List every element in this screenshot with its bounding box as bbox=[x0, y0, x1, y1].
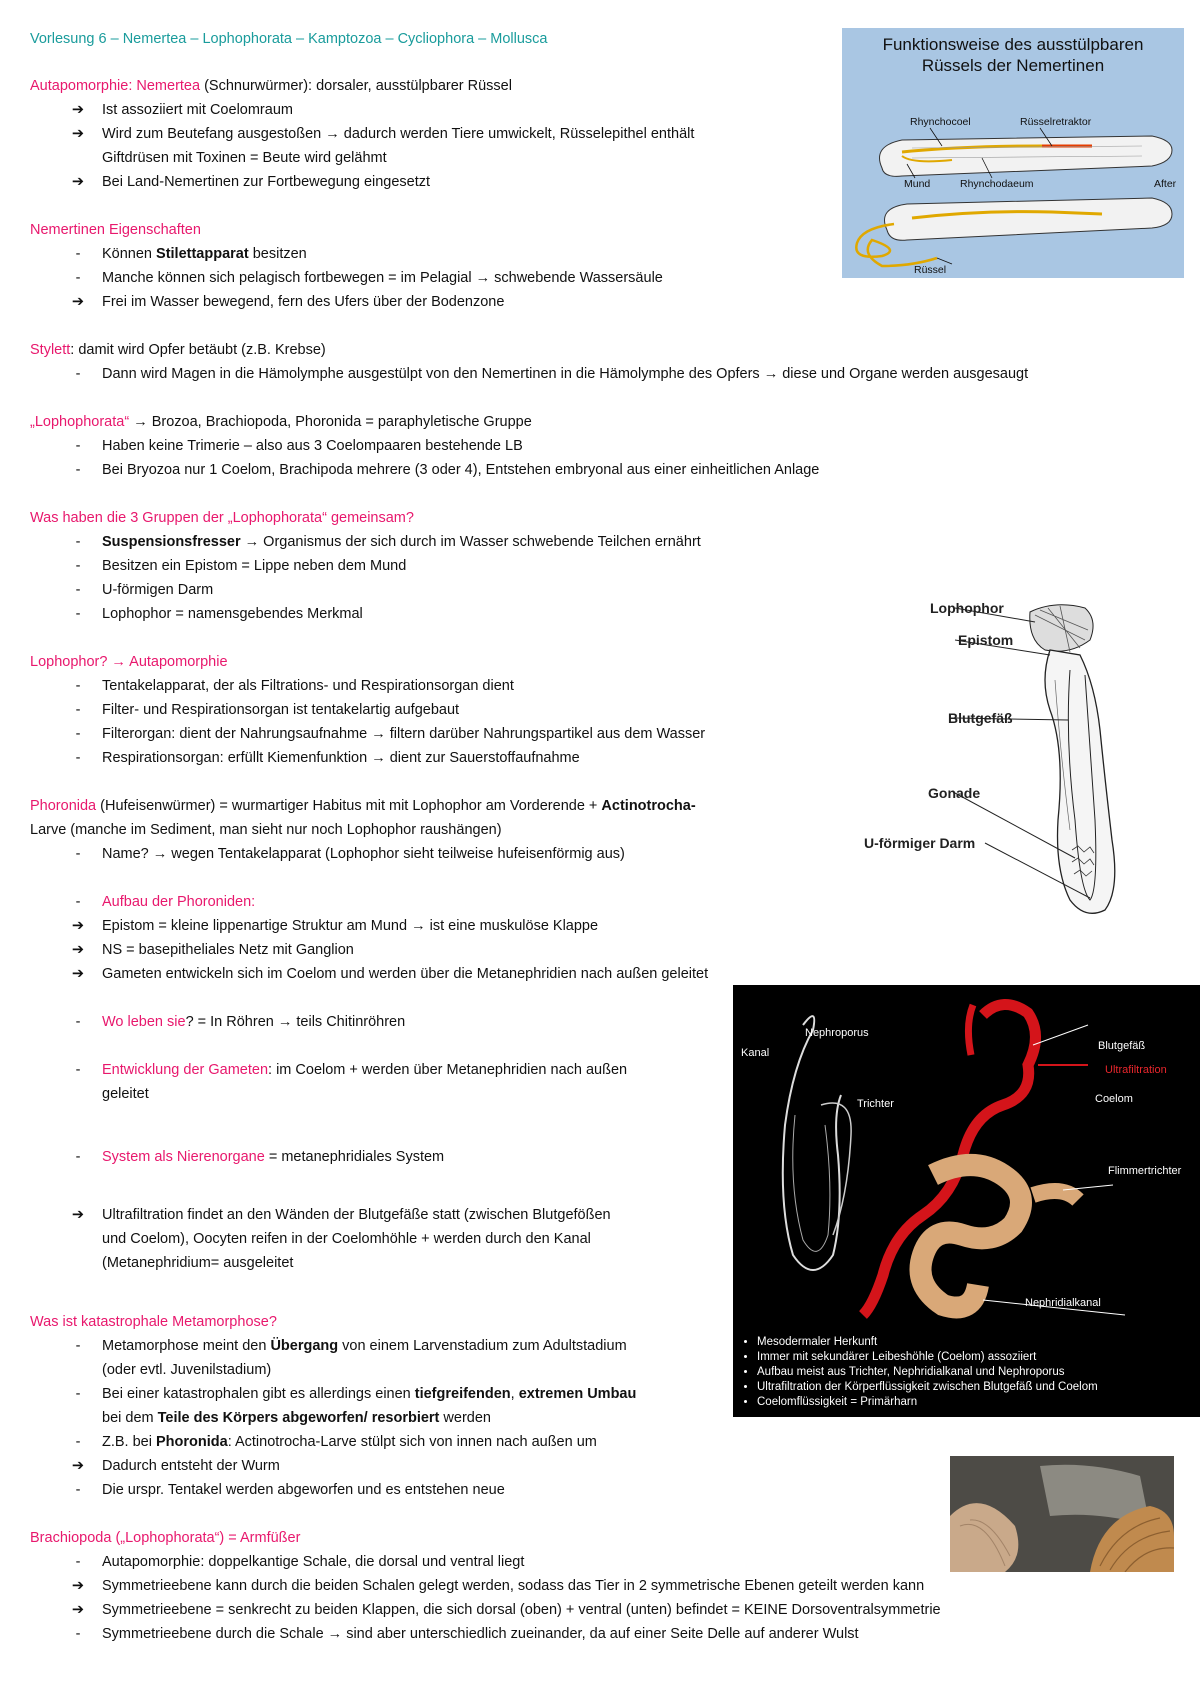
bullet-text: Epistom = kleine lippenartige Struktur am Mund → ist eine muskulöse Klappe bbox=[102, 918, 599, 934]
bullet-text-continued: (Metanephridium= ausgeleitet bbox=[102, 1255, 294, 1271]
bold-run: tiefgreifenden bbox=[414, 1386, 511, 1402]
dash-bullet-icon: - bbox=[75, 1386, 81, 1402]
bullet-text: Frei im Wasser bewegend, fern des Ufers über der Bodenzone bbox=[102, 294, 505, 310]
dash-bullet-icon: - bbox=[75, 606, 81, 622]
metanephridium-notes-list bbox=[743, 1335, 1098, 1410]
label-lophophor: Lophophor bbox=[930, 600, 1004, 616]
dash-bullet-icon: - bbox=[75, 1434, 81, 1450]
label-after: After bbox=[1154, 178, 1177, 190]
phoronid-anatomy-figure bbox=[864, 600, 1140, 930]
section-title: Autapomorphie: Nemertea bbox=[30, 78, 201, 94]
bullet-text: Bei Bryozoa nur 1 Coelom, Brachipoda mehrere (3 oder 4), Entstehen embryonal aus einer einheitlichen Anlage bbox=[102, 462, 820, 478]
note-item: • Aufbau meist aus Trichter, Nephridialkanal und Nephroporus bbox=[757, 1365, 1098, 1380]
label-flimmertrichter: Flimmertrichter bbox=[1108, 1165, 1182, 1177]
bullet-text bbox=[102, 243, 307, 267]
section-phoronida bbox=[30, 795, 696, 819]
bullet-text: NS = basepitheliales Netz mit Ganglion bbox=[102, 942, 354, 958]
section-title: Lophophor? → Autapomorphie bbox=[30, 654, 228, 670]
dash-bullet-icon: - bbox=[75, 1149, 81, 1165]
section-title: Nemertinen Eigenschaften bbox=[30, 222, 201, 238]
text-run: besitzen bbox=[248, 246, 307, 262]
arrow-bullet-icon: ➔ bbox=[71, 966, 85, 982]
bold-run: Suspensionsfresser bbox=[102, 534, 241, 550]
bullet-text bbox=[102, 1146, 444, 1170]
text-run: = metanephridiales System bbox=[264, 1149, 445, 1165]
bullet-text: Lophophor = namensgebendes Merkmal bbox=[102, 606, 363, 622]
label-trichter: Trichter bbox=[857, 1098, 894, 1110]
bullet-text bbox=[102, 1383, 636, 1407]
bullet-text bbox=[102, 1431, 597, 1455]
bullet-text-continued: Giftdrüsen mit Toxinen = Beute wird gelähmt bbox=[102, 150, 387, 166]
dash-bullet-icon: - bbox=[75, 726, 81, 742]
text-run: : Actinotrocha-Larve stülpt sich von innen nach außen um bbox=[227, 1434, 597, 1450]
text-run: , bbox=[510, 1386, 519, 1402]
text-run: Bei einer katastrophalen gibt es allerdings einen bbox=[102, 1386, 415, 1402]
note-item: • Immer mit sekundärer Leibeshöhle (Coelom) assoziiert bbox=[757, 1350, 1098, 1365]
dash-bullet-icon: - bbox=[75, 462, 81, 478]
bullet-text-continued: (oder evtl. Juvenilstadium) bbox=[102, 1362, 272, 1378]
dash-bullet-icon: - bbox=[75, 1554, 81, 1570]
bullet-text: Filter- und Respirationsorgan ist tentakelartig aufgebaut bbox=[102, 702, 460, 718]
label-ultrafiltration: Ultrafiltration bbox=[1105, 1064, 1167, 1076]
bullet-text-continued bbox=[102, 1407, 491, 1431]
section-line-continued: Larve (manche im Sediment, man sieht nur noch Lophophor raushängen) bbox=[30, 822, 502, 838]
bullet-text: Symmetrieebene durch die Schale → sind aber unterschiedlich zueinander, da auf einer Seite Delle auf anderer Wulst bbox=[102, 1626, 859, 1642]
dash-bullet-icon: - bbox=[75, 894, 81, 910]
bullet-text bbox=[102, 1335, 627, 1359]
bullet-text: U-förmigen Darm bbox=[102, 582, 214, 598]
note-item: • Ultrafiltration der Körperflüssigkeit zwischen Blutgefäß und Coelom bbox=[757, 1380, 1098, 1395]
bullet-text bbox=[102, 1059, 627, 1083]
note-item: • Coelomflüssigkeit = Primärharn bbox=[757, 1395, 1098, 1410]
label-gonade: Gonade bbox=[928, 785, 981, 801]
bullet-text: Haben keine Trimerie – also aus 3 Coelompaaren bestehende LB bbox=[102, 438, 523, 454]
section-title: Stylett bbox=[30, 342, 71, 358]
phoronid-diagram bbox=[880, 600, 1140, 930]
label-coelom: Coelom bbox=[1095, 1093, 1133, 1105]
arrow-bullet-icon: ➔ bbox=[71, 942, 85, 958]
pink-run: Entwicklung der Gameten bbox=[102, 1062, 269, 1078]
section-lophophorata bbox=[30, 411, 532, 435]
text-run: Z.B. bei bbox=[102, 1434, 156, 1450]
bullet-text: Ultrafiltration findet an den Wänden der Blutgefäße statt (zwischen Blutgefößen bbox=[102, 1207, 611, 1223]
text-run: werden bbox=[439, 1410, 491, 1426]
dash-bullet-icon: - bbox=[75, 366, 81, 382]
arrow-bullet-icon: ➔ bbox=[71, 126, 85, 142]
label-epistom: Epistom bbox=[958, 632, 1014, 648]
label-nephroporus: Nephroporus bbox=[805, 1027, 869, 1039]
dash-bullet-icon: - bbox=[75, 1014, 81, 1030]
bullet-text: Filterorgan: dient der Nahrungsaufnahme → filtern darüber Nahrungspartikel aus dem Wasser bbox=[102, 726, 706, 742]
section-title-rest: (Schnurwürmer): dorsaler, ausstülpbarer Rüssel bbox=[200, 78, 512, 94]
bold-run: Teile des Körpers abgeworfen/ resorbiert bbox=[157, 1410, 440, 1426]
dash-bullet-icon: - bbox=[75, 1626, 81, 1642]
label-mund: Mund bbox=[904, 178, 931, 190]
text-run: bei dem bbox=[102, 1410, 158, 1426]
arrow-bullet-icon: ➔ bbox=[71, 174, 85, 190]
section-title: Brachiopoda („Lophophorata“) = Armfüßer bbox=[30, 1530, 301, 1546]
pink-run: System als Nierenorgane bbox=[102, 1149, 265, 1165]
figure-title-line: Rüssels der Nemertinen bbox=[921, 56, 1105, 75]
brachiopod-shells-image bbox=[950, 1456, 1174, 1572]
bold-run: Stilettapparat bbox=[156, 246, 249, 262]
bullet-text bbox=[102, 531, 701, 555]
bold-run: extremen Umbau bbox=[518, 1386, 637, 1402]
arrow-bullet-icon: ➔ bbox=[71, 1578, 85, 1594]
metanephridium-figure bbox=[733, 985, 1200, 1417]
dash-bullet-icon: - bbox=[75, 270, 81, 286]
bullet-text: Name? → wegen Tentakelapparat (Lophophor sieht teilweise hufeisenförmig aus) bbox=[102, 846, 625, 862]
label-rhynchocoel: Rhynchocoel bbox=[910, 116, 971, 128]
arrow-bullet-icon: ➔ bbox=[71, 918, 85, 934]
arrow-bullet-icon: ➔ bbox=[71, 102, 85, 118]
arrow-bullet-icon: ➔ bbox=[71, 1207, 85, 1223]
text-run: → Organismus der sich durch im Wasser schwebende Teilchen ernährt bbox=[240, 534, 701, 550]
label-ruesselretraktor: Rüsselretraktor bbox=[1020, 116, 1092, 128]
bullet-text: Symmetrieebene = senkrecht zu beiden Klappen, die sich dorsal (oben) + ventral (unten) befindet = KEINE Dorsoventralsymmetrie bbox=[102, 1602, 941, 1618]
dash-bullet-icon: - bbox=[75, 558, 81, 574]
section-title-rest: → Brozoa, Brachiopoda, Phoronida = paraphyletische Gruppe bbox=[129, 414, 532, 430]
section-title: Was ist katastrophale Metamorphose? bbox=[30, 1314, 277, 1330]
bullet-text: Tentakelapparat, der als Filtrations- und Respirationsorgan dient bbox=[102, 678, 514, 694]
figure-title-line: Funktionsweise des ausstülpbaren bbox=[882, 35, 1144, 54]
section-stylett bbox=[30, 339, 326, 363]
dash-bullet-icon: - bbox=[75, 702, 81, 718]
bullet-text: Dann wird Magen in die Hämolymphe ausgestülpt von den Nemertinen in die Hämolymphe des Opfers → diese und Organe werden ausgesaugt bbox=[102, 366, 1029, 382]
arrow-bullet-icon: ➔ bbox=[71, 1602, 85, 1618]
bullet-text-continued: geleitet bbox=[102, 1086, 149, 1102]
bullet-text: Gameten entwickeln sich im Coelom und werden über die Metanephridien nach außen geleitet bbox=[102, 966, 709, 982]
bullet-text: Wird zum Beutefang ausgestoßen → dadurch werden Tiere umwickelt, Rüsselepithel enthält bbox=[102, 126, 695, 142]
dash-bullet-icon: - bbox=[75, 246, 81, 262]
bullet-text: Manche können sich pelagisch fortbewegen = im Pelagial → schwebende Wassersäule bbox=[102, 270, 663, 286]
proboscis-diagram bbox=[842, 28, 1184, 278]
dash-bullet-icon: - bbox=[75, 1338, 81, 1354]
bullet-text bbox=[102, 1011, 405, 1035]
label-u-foermiger-darm: U-förmiger Darm bbox=[864, 835, 976, 851]
section-title-rest: (Hufeisenwürmer) = wurmartiger Habitus mit mit Lophophor am Vorderende + bbox=[96, 798, 602, 814]
dash-bullet-icon: - bbox=[75, 678, 81, 694]
bullet-text: Dadurch entsteht der Wurm bbox=[102, 1458, 280, 1474]
arrow-bullet-icon: ➔ bbox=[71, 294, 85, 310]
section-title: Phoronida bbox=[30, 798, 97, 814]
bullet-text: Die urspr. Tentakel werden abgeworfen und es entstehen neue bbox=[102, 1482, 505, 1498]
label-ruessel: Rüssel bbox=[914, 264, 947, 276]
dash-bullet-icon: - bbox=[75, 438, 81, 454]
text-run: Metamorphose meint den bbox=[102, 1338, 271, 1354]
bold-run: Actinotrocha- bbox=[601, 798, 696, 814]
note-item: • Mesodermaler Herkunft bbox=[757, 1335, 1098, 1350]
dash-bullet-icon: - bbox=[75, 846, 81, 862]
label-blutgefaess: Blutgefäß bbox=[1098, 1040, 1146, 1052]
text-run: Können bbox=[102, 246, 157, 262]
label-nephridialkanal: Nephridialkanal bbox=[1025, 1297, 1101, 1309]
bullet-text: Respirationsorgan: erfüllt Kiemenfunktion → dient zur Sauerstoffaufnahme bbox=[102, 750, 580, 766]
bullet-text: Bei Land-Nemertinen zur Fortbewegung eingesetzt bbox=[102, 174, 431, 190]
section-title: Was haben die 3 Gruppen der „Lophophorata“ gemeinsam? bbox=[30, 510, 414, 526]
label-blutgefaess: Blutgefäß bbox=[948, 710, 1013, 726]
section-nemertea-autapomorphie bbox=[30, 75, 512, 99]
nemertean-proboscis-figure bbox=[842, 28, 1184, 278]
dash-bullet-icon: - bbox=[75, 534, 81, 550]
text-run: ? = In Röhren → teils Chitinröhren bbox=[185, 1014, 406, 1030]
pink-run: Wo leben sie bbox=[102, 1014, 186, 1030]
label-rhynchodaeum: Rhynchodaeum bbox=[960, 178, 1034, 190]
brachiopod-shells-photo bbox=[950, 1456, 1174, 1572]
subsection-title: Aufbau der Phoroniden: bbox=[102, 894, 256, 910]
dash-bullet-icon: - bbox=[75, 1482, 81, 1498]
bold-run: Phoronida bbox=[156, 1434, 228, 1450]
label-kanal: Kanal bbox=[741, 1047, 770, 1059]
bullet-text: Ist assoziiert mit Coelomraum bbox=[102, 102, 293, 118]
dash-bullet-icon: - bbox=[75, 750, 81, 766]
section-title: „Lophophorata“ bbox=[30, 414, 130, 430]
dash-bullet-icon: - bbox=[75, 582, 81, 598]
dash-bullet-icon: - bbox=[75, 1062, 81, 1078]
section-title-rest: : damit wird Opfer betäubt (z.B. Krebse) bbox=[70, 342, 326, 358]
bullet-text: Symmetrieebene kann durch die beiden Schalen gelegt werden, sodass das Tier in 2 symmetrische Ebenen geteilt werden kann bbox=[102, 1578, 925, 1594]
bold-run: Übergang bbox=[270, 1338, 339, 1354]
page-title: Vorlesung 6 – Nemertea – Lophophorata – Kamptozoa – Cycliophora – Mollusca bbox=[30, 31, 548, 47]
text-run: : im Coelom + werden über Metanephridien nach außen bbox=[268, 1062, 628, 1078]
text-run: von einem Larvenstadium zum Adultstadium bbox=[338, 1338, 627, 1354]
arrow-bullet-icon: ➔ bbox=[71, 1458, 85, 1474]
bullet-text-continued: und Coelom), Oocyten reifen in der Coelomhöhle + werden durch den Kanal bbox=[102, 1231, 591, 1247]
bullet-text: Besitzen ein Epistom = Lippe neben dem Mund bbox=[102, 558, 407, 574]
bullet-text: Autapomorphie: doppelkantige Schale, die dorsal und ventral liegt bbox=[102, 1554, 525, 1570]
